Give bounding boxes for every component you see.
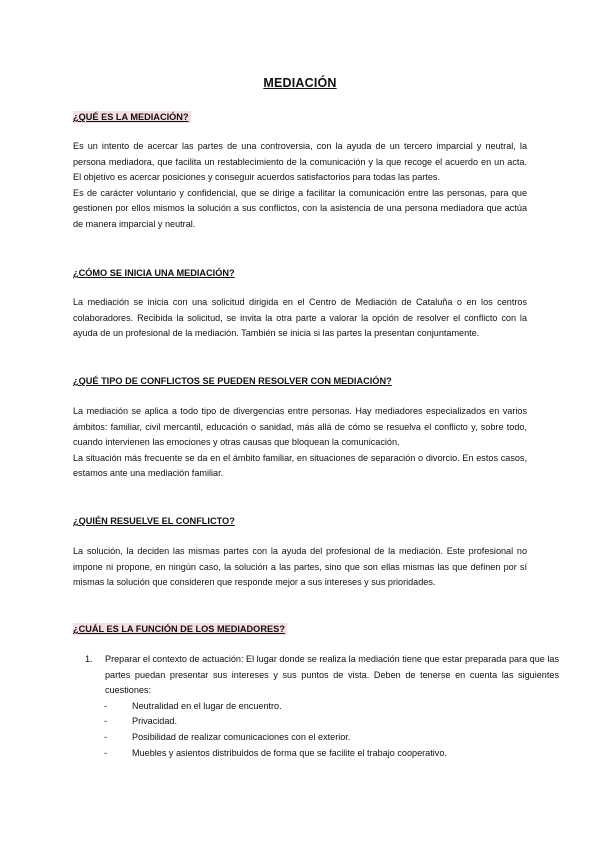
document-title: MEDIACIÓN (263, 76, 337, 90)
dash-bullet-icon: - (104, 716, 108, 727)
paragraph: La situación más frecuente se da en el ámbito familiar, en situaciones de separación o divorcio. En estos casos, estamos ante una mediación familiar. (73, 452, 527, 479)
section-heading-que-es: ¿QUÉ ES LA MEDIACIÓN? (73, 112, 189, 122)
paragraph: La mediación se inicia con una solicitud dirigida en el Centro de Mediación de Cataluña o en los centros colaboradores. Recibida la solicitud, se invita la otra parte a valorar la opción de resolver el conflicto con la ayuda de un profesional de la mediación. También se inicia si las partes la presentan conjuntamente. (73, 297, 527, 339)
section-heading-como-se-inicia: ¿CÓMO SE INICIA UNA MEDIACIÓN? (73, 268, 235, 278)
list-item-text: Preparar el contexto de actuación: El lugar donde se realiza la mediación tiene que estar preparada para que las partes puedan presentar sus intereses y sus puntos de vista. Deben de tenerse en cuenta las siguientes cuestiones: (105, 654, 559, 696)
list-number: 1. (85, 654, 93, 664)
paragraph: Es de carácter voluntario y confidencial, que se dirige a facilitar la comunicación entre las personas, para que gestionen por ellos mismos la solución a sus conflictos, con la asistencia de una persona mediadora que actúa de manera imparcial y neutral. (73, 187, 527, 229)
paragraph: Es un intento de acercar las partes de una controversia, con la ayuda de un tercero imparcial y neutral, la persona mediadora, que facilita un restablecimiento de la comunicación y la que recoge el acuerdo en un acta. El objetivo es acercar posiciones y conseguir acuerdos satisfactorios para todas las partes. (73, 141, 527, 183)
section-body-tipo-conflictos (73, 404, 527, 482)
dash-list-item (104, 746, 559, 762)
dash-list-item (104, 714, 559, 730)
dash-list-item (104, 730, 559, 746)
dash-list (105, 699, 559, 761)
list-item (85, 652, 559, 761)
section-heading-tipo-conflictos: ¿QUÉ TIPO DE CONFLICTOS SE PUEDEN RESOLVER CON MEDIACIÓN? (73, 376, 392, 386)
paragraph: La solución, la deciden las mismas partes con la ayuda del profesional de la mediación. Este profesional no impone ni propone, en ningún caso, la solución a las partes, sino que son ellas mismas las que definen por sí mismas la solución que consideren que responde mejor a sus intereses y sus prioridades. (73, 546, 527, 588)
section-body-que-es (73, 139, 527, 233)
dash-list-item (104, 699, 559, 715)
dash-list-item-text: Privacidad. (132, 716, 177, 727)
section-body-quien-resuelve (73, 544, 527, 591)
section-body-como-se-inicia (73, 295, 527, 342)
paragraph: La mediación se aplica a todo tipo de divergencias entre personas. Hay mediadores especializados en varios ámbitos: familiar, civil mercantil, educación o sanidad, más allá de cómo se resuelva el conflicto y, sobre todo, cuando intervienen las emociones y otras causas que bloquean la comunicación. (73, 406, 527, 448)
dash-bullet-icon: - (104, 731, 108, 742)
section-heading-quien-resuelve: ¿QUIÉN RESUELVE EL CONFLICTO? (73, 516, 235, 526)
steps-list (73, 652, 559, 761)
dash-bullet-icon: - (104, 747, 108, 758)
dash-list-item-text: Posibilidad de realizar comunicaciones con el exterior. (132, 731, 351, 742)
dash-bullet-icon: - (104, 700, 108, 711)
dash-list-item-text: Muebles y asientos distribuidos de forma que se facilite el trabajo cooperativo. (132, 747, 447, 758)
dash-list-item-text: Neutralidad en el lugar de encuentro. (132, 700, 282, 711)
section-heading-funcion-mediadores: ¿CUÁL ES LA FUNCIÓN DE LOS MEDIADORES? (73, 624, 285, 634)
